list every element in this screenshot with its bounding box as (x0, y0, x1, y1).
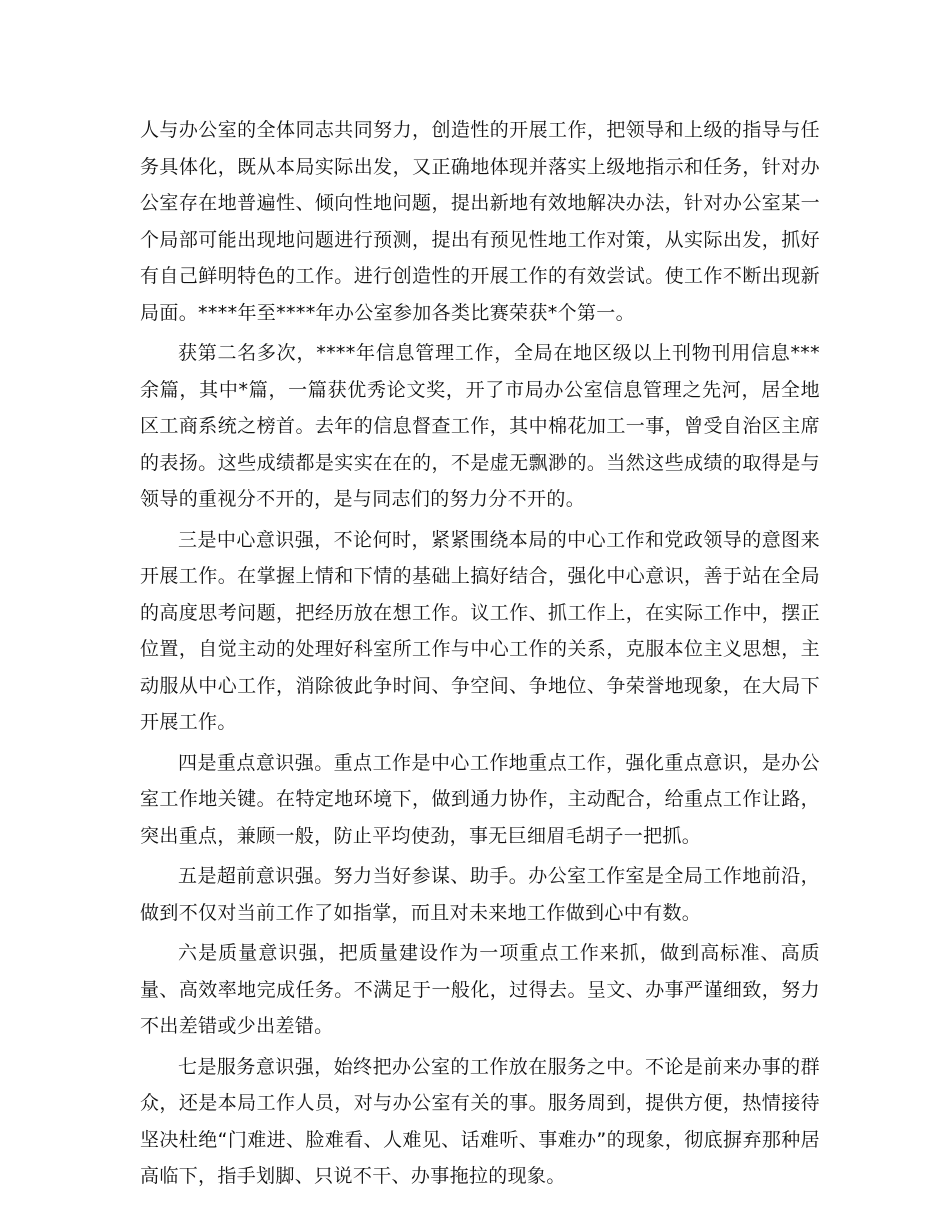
paragraph-quality-awareness: 六是质量意识强，把质量建设作为一项重点工作来抓，做到高标准、高质量、高效率地完成任务。不满足于一般化，过得去。呈文、办事严谨细致，努力不出差错或少出差错。 (140, 942, 820, 1037)
paragraph-focus-awareness: 四是重点意识强。重点工作是中心工作地重点工作，强化重点意识，是办公室工作地关键。在特定地环境下，做到通力协作，主动配合，给重点工作让路，突出重点，兼顾一般，防止平均使劲，事无巨细眉毛胡子一把抓。 (140, 751, 820, 847)
paragraph-center-awareness: 三是中心意识强，不论何时，紧紧围绕本局的中心工作和党政领导的意图来开展工作。在掌握上情和下情的基础上搞好结合，强化中心意识，善于站在全局的高度思考问题，把经历放在想工作。议工作、抓工作上，在实际工作中，摆正位置，自觉主动的处理好科室所工作与中心工作的关系，克服本位主义思想，主动服从中心工作，消除彼此争时间、争空间、争地位、争荣誉地现象，在大局下开展工作。 (140, 528, 820, 733)
paragraph-service-awareness: 七是服务意识强，始终把办公室的工作放在服务之中。不论是前来办事的群众，还是本局工作人员，对与办公室有关的事。服务周到，提供方便，热情接待坚决杜绝“门难进、脸难看、人难见、话难听、事难办”的现象，彻底摒弃那种居高临下，指手划脚、只说不干、办事拖拉的现象。 (140, 1055, 820, 1187)
paragraph-foresight-awareness: 五是超前意识强。努力当好参谋、助手。办公室工作室是全局工作地前沿，做到不仅对当前工作了如指掌，而且对未来地工作做到心中有数。 (140, 865, 820, 924)
paragraph-continued: 人与办公室的全体同志共同努力，创造性的开展工作，把领导和上级的指导与任务具体化，既从本局实际出发，又正确地体现并落实上级地指示和任务，针对办公室存在地普遍性、倾向性地问题，提出新地有效地解决办法，针对办公室某一个局部可能出现地问题进行预测，提出有预见性地工作对策，从实际出发，抓好有自己鲜明特色的工作。进行创造性的开展工作的有效尝试。使工作不断出现新局面。****年至****年办公室参加各类比赛荣获*个第一。 (140, 119, 820, 324)
paragraph-awards: 获第二名多次，****年信息管理工作，全局在地区级以上刊物刊用信息***余篇，其中*篇，一篇获优秀论文奖，开了市局办公室信息管理之先河，居全地区工商系统之榜首。去年的信息督查工作，其中棉花加工一事，曾受自治区主席的表扬。这些成绩都是实实在在的，不是虚无飘渺的。当然这些成绩的取得是与领导的重视分不开的，是与同志们的努力分不开的。 (140, 342, 820, 510)
document-body (140, 112, 820, 1199)
